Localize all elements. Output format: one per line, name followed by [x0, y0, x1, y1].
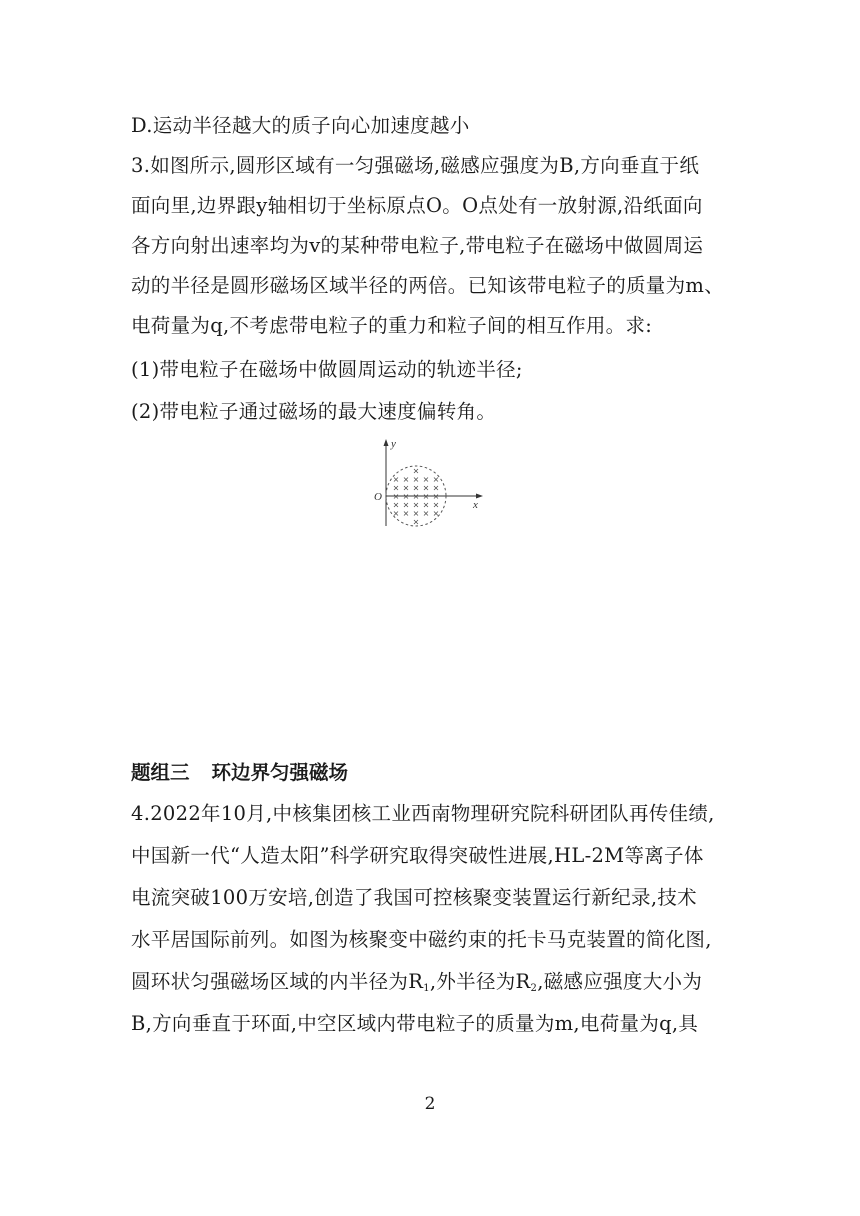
field-cross-mark: × — [412, 466, 420, 476]
field-cross-mark: × — [432, 509, 440, 518]
field-cross-mark: × — [412, 500, 420, 510]
question-4-line-3: 电流突破100万安培,创造了我国可控核聚变装置运行新纪录,技术 — [131, 886, 697, 909]
y-axis-arrow — [384, 439, 389, 446]
field-cross-mark: × — [412, 517, 420, 527]
field-cross-mark: × — [392, 483, 400, 493]
field-cross-mark: × — [432, 492, 440, 501]
field-cross-mark: × — [392, 500, 400, 510]
field-cross-mark: × — [412, 483, 420, 493]
option-d-text: D.运动半径越大的质子向心加速度越小 — [131, 114, 470, 137]
field-cross-mark: × — [392, 509, 400, 518]
field-cross-mark: × — [412, 475, 420, 484]
question-4-line-2: 中国新一代“人造太阳”科学研究取得突破性进展,HL-2M等离子体 — [131, 844, 704, 867]
question-3-subquestion-2: (2)带电粒子通过磁场的最大速度偏转角。 — [131, 400, 497, 423]
section-title: 环边界匀强磁场 — [211, 761, 349, 784]
magnetic-field-diagram — [372, 438, 484, 528]
field-cross-mark: × — [422, 509, 430, 518]
field-cross-mark: × — [432, 500, 440, 510]
x-axis-label: x — [473, 499, 478, 511]
section-heading — [131, 759, 348, 787]
question-3-line-5: 电荷量为q,不考虑带电粒子的重力和粒子间的相互作用。求: — [131, 314, 653, 337]
question-4-line-6: B,方向垂直于环面,中空区域内带电粒子的质量为m,电荷量为q,具 — [131, 1012, 699, 1035]
field-cross-mark: × — [422, 475, 430, 484]
field-cross-mark: × — [402, 492, 410, 501]
question-3-subquestion-1: (1)带电粒子在磁场中做圆周运动的轨迹半径; — [131, 358, 523, 381]
field-cross-mark: × — [392, 492, 400, 501]
field-cross-mark: × — [422, 483, 430, 493]
field-cross-mark: × — [402, 500, 410, 510]
question-3-line-3: 各方向射出速率均为v的某种带电粒子,带电粒子在磁场中做圆周运 — [131, 234, 704, 257]
x-axis-arrow — [476, 494, 483, 499]
field-cross-mark: × — [402, 509, 410, 518]
question-3-line-2: 面向里,边界跟y轴相切于坐标原点O。O点处有一放射源,沿纸面向 — [131, 194, 703, 217]
origin-label: O — [374, 491, 382, 503]
field-cross-mark: × — [412, 492, 420, 501]
field-cross-mark: × — [422, 500, 430, 510]
field-cross-mark: × — [422, 492, 430, 501]
field-cross-mark: × — [412, 509, 420, 518]
field-cross-mark: × — [432, 475, 440, 484]
page-number: 2 — [424, 1094, 436, 1114]
field-cross-mark: × — [402, 483, 410, 493]
question-4-line-1: 4.2022年10月,中核集团核工业西南物理研究院科研团队再传佳绩, — [131, 802, 715, 825]
question-4-line-4: 水平居国际前列。如图为核聚变中磁约束的托卡马克装置的简化图, — [131, 928, 712, 951]
field-cross-mark: × — [402, 475, 410, 484]
magnetic-field-figure — [372, 438, 484, 528]
field-cross-mark: × — [432, 483, 440, 493]
question-3-line-1: 3.如图所示,圆形区域有一匀强磁场,磁感应强度为B,方向垂直于纸 — [131, 154, 700, 177]
question-4-line-5: 圆环状匀强磁场区域的内半径为$R_1$,外半径为$R_2$,磁感应强度大小为 — [131, 970, 703, 994]
section-label: 题组三 — [131, 761, 190, 784]
question-3-line-4: 动的半径是圆形磁场区域半径的两倍。已知该带电粒子的质量为m、 — [131, 274, 724, 297]
field-cross-mark: × — [392, 475, 400, 484]
y-axis-label: y — [391, 438, 396, 450]
